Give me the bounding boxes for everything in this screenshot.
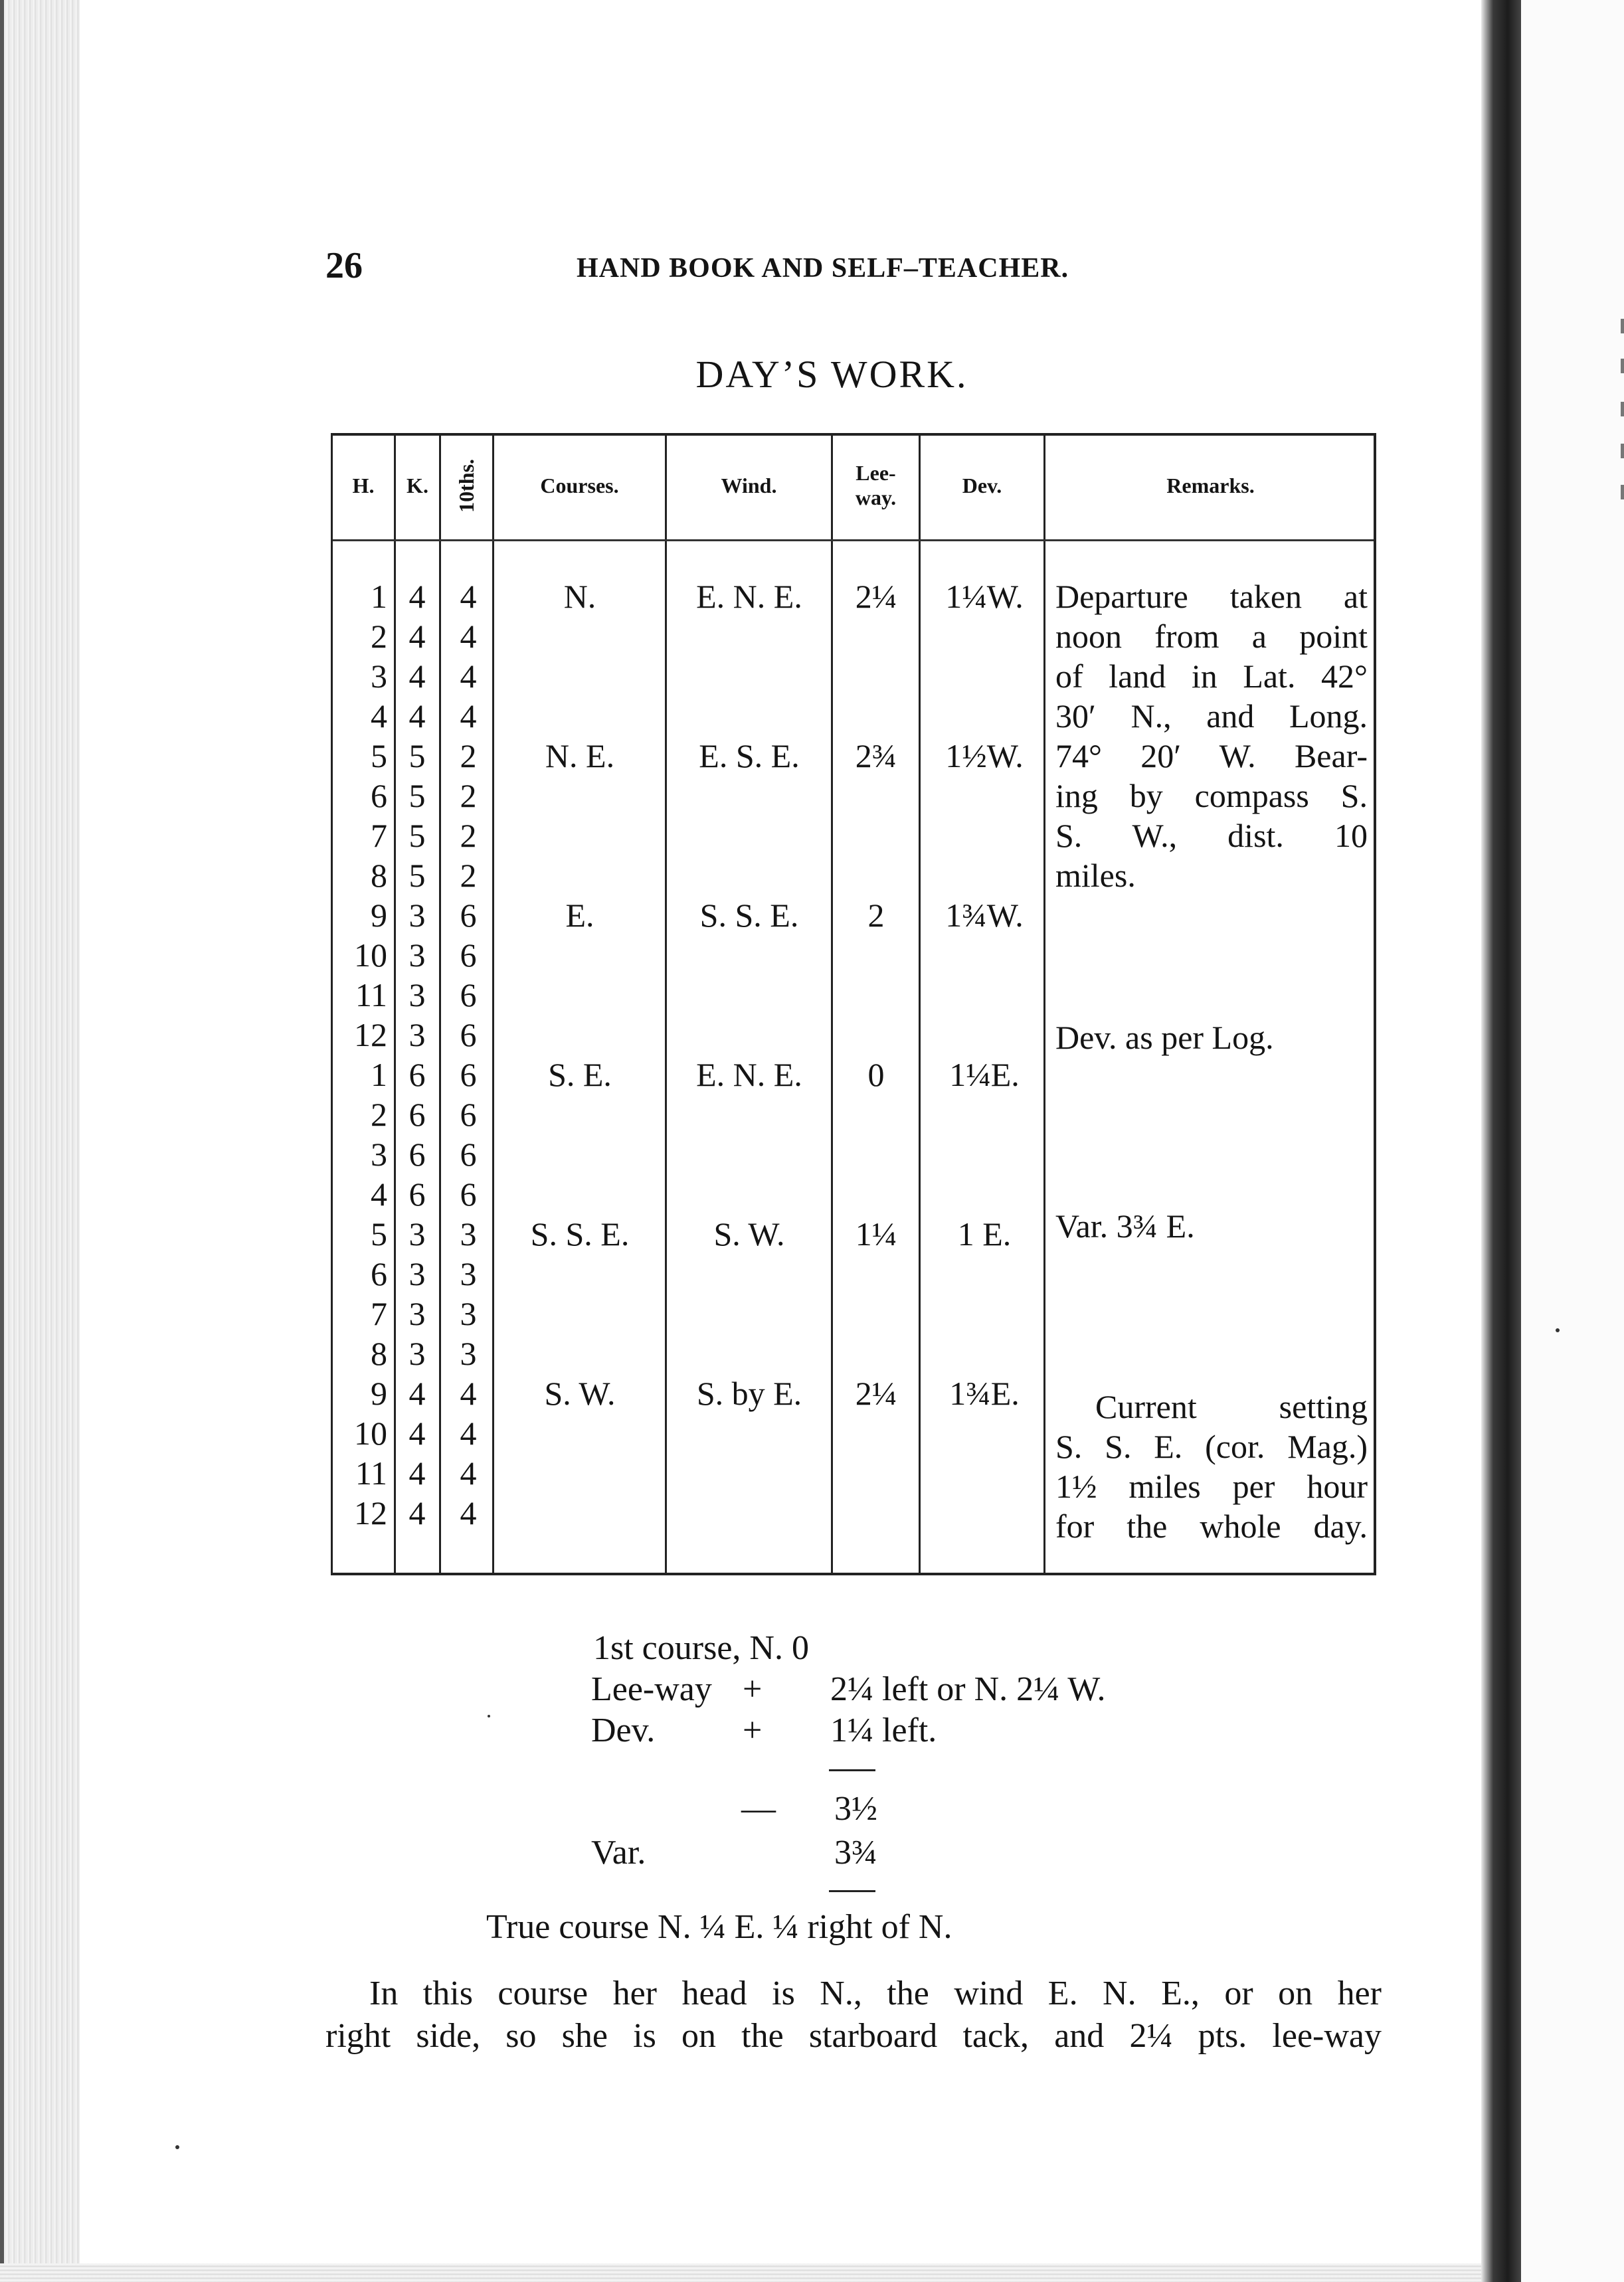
- cell-hour: 5: [371, 1215, 387, 1253]
- cell-deviation: 1¼W.: [945, 578, 1024, 615]
- column-divider: [831, 436, 833, 1573]
- cell-knots: 4: [408, 1454, 426, 1492]
- column-header-deviation: Dev.: [962, 473, 1002, 497]
- cell-knots: 4: [408, 658, 426, 695]
- cell-knots: 4: [408, 578, 426, 615]
- cell-wind: S. S. E.: [699, 897, 799, 934]
- cell-wind: S. W.: [713, 1215, 785, 1253]
- cell-knots: 4: [408, 1415, 426, 1452]
- cell-tenths: 6: [460, 936, 477, 974]
- cell-knots: 5: [408, 777, 426, 814]
- day-work-log-table: [331, 433, 1376, 1575]
- cell-tenths: 4: [460, 658, 477, 695]
- cell-hour: 4: [371, 1176, 387, 1213]
- calc-dev-value: 1¼ left.: [830, 1712, 937, 1749]
- cell-tenths: 4: [460, 1494, 477, 1532]
- remarks-line: for the whole day.: [1055, 1508, 1368, 1545]
- cell-knots: 6: [408, 1056, 426, 1093]
- cell-wind: S. by E.: [696, 1375, 802, 1412]
- remarks-line: miles.: [1055, 857, 1136, 894]
- cell-leeway: 2: [867, 897, 885, 934]
- cell-deviation: 1¾E.: [949, 1375, 1020, 1412]
- cell-tenths: 6: [460, 1176, 477, 1213]
- column-divider: [665, 436, 667, 1573]
- cell-hour: 6: [371, 777, 387, 814]
- running-title: HAND BOOK AND SELF–TEACHER.: [577, 253, 1069, 284]
- cell-tenths: 6: [460, 1016, 477, 1053]
- column-header-hour: H.: [352, 473, 375, 497]
- cell-knots: 3: [408, 1255, 426, 1292]
- column-divider: [919, 436, 921, 1573]
- cell-tenths: 3: [460, 1335, 477, 1372]
- cell-knots: 3: [408, 936, 426, 974]
- cell-hour: 1: [371, 578, 387, 615]
- calc-leeway-sign: +: [743, 1670, 763, 1708]
- cell-tenths: 6: [460, 976, 477, 1013]
- cell-knots: 3: [408, 1335, 426, 1372]
- column-header-tenths-text: 10ths.: [454, 458, 479, 513]
- cell-knots: 3: [408, 976, 426, 1013]
- cell-tenths: 2: [460, 777, 477, 814]
- page-gutter-shadow: [1481, 0, 1521, 2282]
- cell-hour: 8: [371, 1335, 387, 1372]
- cell-tenths: 4: [460, 1415, 477, 1452]
- remarks-line: 1½ miles per hour: [1055, 1468, 1368, 1505]
- cell-deviation: 1 E.: [957, 1215, 1012, 1253]
- cell-hour: 4: [371, 697, 387, 735]
- cell-course: S. E.: [548, 1056, 612, 1093]
- column-header-leeway: Lee- way.: [855, 461, 897, 509]
- cell-wind: E. S. E.: [699, 737, 800, 774]
- cell-deviation: 1¾W.: [945, 897, 1024, 934]
- cell-hour: 2: [371, 1096, 387, 1133]
- calc-dev-sign: +: [743, 1712, 763, 1749]
- calc-rule: [829, 1890, 875, 1892]
- cell-hour: 12: [354, 1016, 387, 1053]
- cell-tenths: 6: [460, 1136, 477, 1173]
- column-header-knots: K.: [406, 473, 428, 497]
- cell-knots: 4: [408, 618, 426, 655]
- cell-hour: 3: [371, 658, 387, 695]
- cell-hour: 10: [354, 936, 387, 974]
- page-left-edge: [0, 0, 80, 2282]
- cell-course: N.: [563, 578, 596, 615]
- cell-knots: 6: [408, 1096, 426, 1133]
- calc-subtotal-sign: —: [741, 1790, 776, 1828]
- column-header-tenths: [441, 436, 492, 535]
- cell-tenths: 3: [460, 1295, 477, 1332]
- cell-hour: 1: [371, 1056, 387, 1093]
- cell-course: S. S. E.: [530, 1215, 630, 1253]
- cell-hour: 7: [371, 1295, 387, 1332]
- paragraph-line: In this course her head is N., the wind E. N. E., or on her: [369, 1975, 1382, 2012]
- column-divider: [492, 436, 494, 1573]
- cell-hour: 11: [355, 976, 387, 1013]
- cell-wind: E. N. E.: [696, 578, 802, 615]
- calc-true-course: True course N. ¼ E. ¼ right of N.: [486, 1908, 952, 1946]
- cell-hour: 11: [355, 1454, 387, 1492]
- cell-knots: 6: [408, 1176, 426, 1213]
- cell-tenths: 6: [460, 897, 477, 934]
- column-header-remarks: Remarks.: [1166, 473, 1255, 497]
- cell-wind: E. N. E.: [696, 1056, 802, 1093]
- cell-hour: 5: [371, 737, 387, 774]
- cell-knots: 4: [408, 1494, 426, 1532]
- cell-hour: 10: [354, 1415, 387, 1452]
- cell-knots: 3: [408, 1016, 426, 1053]
- cell-leeway: 0: [867, 1056, 885, 1093]
- cell-knots: 5: [408, 857, 426, 894]
- cell-tenths: 4: [460, 618, 477, 655]
- remarks-line: ing by compass S.: [1055, 777, 1368, 814]
- column-divider: [394, 436, 396, 1573]
- cell-tenths: 2: [460, 817, 477, 854]
- cell-leeway: 1¼: [855, 1215, 897, 1253]
- cell-knots: 5: [408, 817, 426, 854]
- cell-hour: 9: [371, 897, 387, 934]
- calc-leeway-value: 2¼ left or N. 2¼ W.: [830, 1670, 1106, 1708]
- cell-deviation: 1¼E.: [949, 1056, 1020, 1093]
- paragraph-line: right side, so she is on the starboard tack, and 2¼ pts. lee-way: [325, 2017, 1382, 2055]
- cell-course: N. E.: [545, 737, 615, 774]
- cell-hour: 7: [371, 817, 387, 854]
- calc-dev-label: Dev.: [591, 1712, 656, 1749]
- cell-course: S. W.: [544, 1375, 616, 1412]
- cell-tenths: 2: [460, 737, 477, 774]
- cell-knots: 3: [408, 1295, 426, 1332]
- cell-tenths: 4: [460, 1375, 477, 1412]
- cell-tenths: 4: [460, 1454, 477, 1492]
- page-number: 26: [325, 245, 363, 286]
- cell-tenths: 4: [460, 578, 477, 615]
- section-title: DAY’S WORK.: [695, 353, 968, 396]
- remarks-line: S. S. E. (cor. Mag.): [1055, 1428, 1368, 1465]
- calc-leeway-label: Lee-way: [591, 1670, 712, 1708]
- cell-tenths: 2: [460, 857, 477, 894]
- cell-tenths: 6: [460, 1056, 477, 1093]
- cell-leeway: 2¼: [855, 578, 897, 615]
- remarks-line: of land in Lat. 42°: [1055, 658, 1368, 695]
- cell-knots: 5: [408, 737, 426, 774]
- cell-hour: 6: [371, 1255, 387, 1292]
- running-head: [325, 244, 1116, 291]
- remarks-line: S. W., dist. 10: [1055, 817, 1368, 854]
- remarks-line: noon from a point: [1055, 618, 1368, 655]
- cell-knots: 3: [408, 897, 426, 934]
- calc-var-label: Var.: [591, 1834, 646, 1872]
- cell-hour: 9: [371, 1375, 387, 1412]
- column-header-courses: Courses.: [540, 473, 619, 497]
- cell-knots: 4: [408, 697, 426, 735]
- calc-rule: [829, 1769, 875, 1771]
- calc-subtotal-value: 3½: [834, 1790, 877, 1828]
- remarks-dev-note: Dev. as per Log.: [1055, 1019, 1274, 1056]
- cell-hour: 3: [371, 1136, 387, 1173]
- column-header-wind: Wind.: [721, 473, 777, 497]
- cell-course: E.: [565, 897, 594, 934]
- remarks-line: 30′ N., and Long.: [1055, 697, 1368, 735]
- remarks-var-note: Var. 3¾ E.: [1055, 1207, 1195, 1245]
- cell-hour: 12: [354, 1494, 387, 1532]
- cell-tenths: 3: [460, 1215, 477, 1253]
- cell-leeway: 2¼: [855, 1375, 897, 1412]
- cell-knots: 6: [408, 1136, 426, 1173]
- column-divider: [439, 436, 441, 1573]
- cell-hour: 8: [371, 857, 387, 894]
- cell-hour: 2: [371, 618, 387, 655]
- cell-knots: 3: [408, 1215, 426, 1253]
- page-bottom-edge: [0, 2263, 1494, 2282]
- calc-var-value: 3¾: [834, 1834, 877, 1872]
- header-rule: [333, 539, 1374, 541]
- cell-tenths: 3: [460, 1255, 477, 1292]
- facing-page-margin: [1521, 0, 1624, 2282]
- cell-tenths: 4: [460, 697, 477, 735]
- cell-leeway: 2¾: [855, 737, 897, 774]
- remarks-line: 74° 20′ W. Bear-: [1055, 737, 1368, 774]
- remarks-line: Current setting: [1095, 1388, 1368, 1425]
- cell-knots: 4: [408, 1375, 426, 1412]
- cell-tenths: 6: [460, 1096, 477, 1133]
- cell-deviation: 1½W.: [945, 737, 1024, 774]
- remarks-line: Departure taken at: [1055, 578, 1368, 615]
- calc-first-course: 1st course, N. 0: [593, 1629, 809, 1667]
